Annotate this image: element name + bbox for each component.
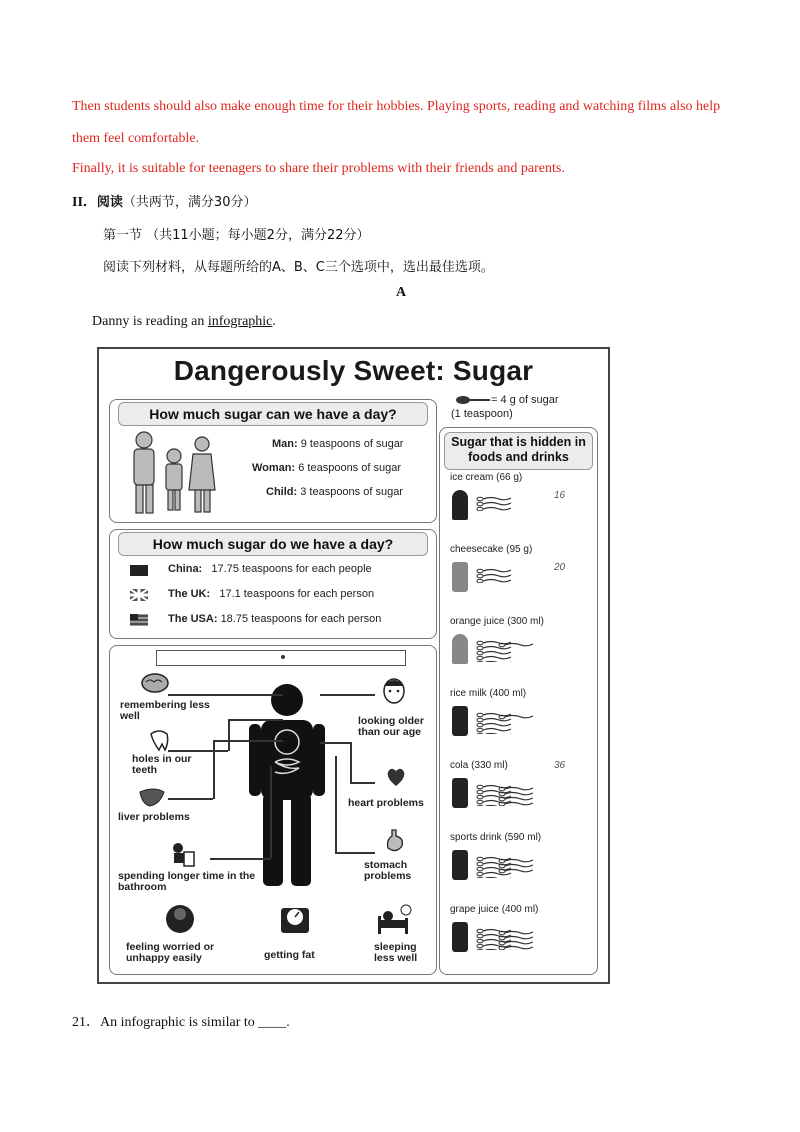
infographic-title: Dangerously Sweet: Sugar <box>173 355 534 386</box>
teaspoon-mark <box>477 949 511 950</box>
intro-prefix: Danny is reading an <box>92 314 208 329</box>
ice-cream-icon <box>452 490 468 520</box>
have-china-label: China: <box>168 563 203 575</box>
teaspoon-mark <box>477 872 511 876</box>
face-icon <box>382 676 406 704</box>
teaspoon-mark <box>477 579 511 583</box>
connector-bathroom-v <box>270 766 272 858</box>
have-uk-label: The UK: <box>168 588 211 600</box>
milk-carton-icon <box>452 706 468 736</box>
have-usa-amount: 18.75 teaspoons for each person <box>220 613 382 625</box>
bed-clock-icon <box>376 904 416 936</box>
teaspoon-row <box>476 782 562 806</box>
teaspoon-mark <box>499 931 533 935</box>
infographic <box>97 347 610 984</box>
connector-stomach-h <box>335 852 375 854</box>
teaspoon-mark <box>499 787 533 791</box>
tooth-icon <box>148 730 170 752</box>
scale-icon <box>280 904 310 934</box>
have-row-china <box>168 563 372 575</box>
teaspoon-row <box>476 566 562 583</box>
have-row-uk <box>168 588 374 600</box>
need-row-woman <box>252 462 401 474</box>
teaspoon-mark <box>477 723 511 727</box>
need-row-child <box>266 486 403 498</box>
connector-heart-h <box>350 782 375 784</box>
section-title: 阅读 <box>96 195 123 210</box>
teaspoon-row <box>476 638 562 662</box>
teaspoon-mark <box>477 805 511 806</box>
teaspoon-mark <box>477 718 511 722</box>
panel-daily-limit-title: How much sugar can we have a day? <box>118 402 428 426</box>
intro-suffix: . <box>272 314 276 329</box>
teaspoon-mark <box>477 569 511 573</box>
teaspoon-mark <box>477 574 511 578</box>
teaspoon-row <box>476 494 562 511</box>
teaspoon-mark <box>477 497 511 501</box>
effect-teeth: holes in our teeth <box>132 753 192 776</box>
teaspoon-mark <box>477 661 511 662</box>
panel-actual-intake-title: How much sugar do we have a day? <box>118 532 428 556</box>
effect-liver: liver problems <box>118 811 190 823</box>
connector-liver-v <box>213 740 215 799</box>
teaspoon-icon <box>455 393 491 407</box>
effect-bathroom: spending longer time in the bathroom <box>118 870 256 893</box>
liver-icon <box>138 786 166 808</box>
passage-label: A <box>396 285 407 300</box>
connector-teeth-h <box>228 719 283 721</box>
have-china-amount: 17.75 teaspoons for each people <box>211 563 372 575</box>
teaspoon-mark <box>477 877 511 878</box>
need-row-man <box>272 438 403 450</box>
have-usa-label: The USA: <box>168 613 218 625</box>
question-21 <box>72 1011 290 1031</box>
connector-teeth <box>168 750 228 752</box>
stomach-icon <box>384 828 406 854</box>
panel-hidden-sugar <box>439 427 598 975</box>
connector-liver <box>168 798 213 800</box>
effect-stomach: stomach problems <box>364 859 412 882</box>
worried-person-icon <box>165 904 195 934</box>
food-name: cheesecake (95 g) <box>450 544 533 555</box>
answer-line-1: Then students should also make enough time for their hobbies. Playing sports, reading and watching films also help <box>72 99 721 114</box>
orange-icon <box>452 634 468 664</box>
teaspoon-note: = 4 g of sugar <box>491 394 559 406</box>
connector-liver-h <box>213 740 283 742</box>
section-number: II． <box>72 195 97 210</box>
effect-memory: remembering less well <box>120 699 210 722</box>
food-name: rice milk (400 ml) <box>450 688 527 699</box>
need-man-amount: 9 teaspoons of sugar <box>300 438 404 450</box>
teaspoon-mark <box>477 728 511 732</box>
teaspoon-mark <box>477 651 511 655</box>
grape-juice-icon <box>452 922 468 952</box>
section-heading <box>72 191 256 211</box>
food-name: orange juice (300 ml) <box>450 616 544 627</box>
toilet-icon <box>168 842 198 868</box>
instruction: 阅读下列材料，从每题所给的A、B、C三个选项中，选出最佳选项。 <box>103 260 494 275</box>
teaspoon-mark <box>499 946 533 950</box>
teaspoon-row <box>476 854 562 878</box>
connector-stomach-v <box>335 756 337 852</box>
connector-face <box>320 694 375 696</box>
food-name: ice cream (66 g) <box>450 472 523 483</box>
brain-icon <box>140 672 170 694</box>
cheesecake-icon <box>452 562 468 592</box>
teaspoon-row <box>476 710 562 734</box>
effect-heart: heart problems <box>348 797 424 809</box>
panel-effects <box>109 645 437 975</box>
teaspoon-mark <box>499 643 533 647</box>
uk-flag-icon <box>130 589 148 601</box>
food-name: grape juice (400 ml) <box>450 904 539 915</box>
teaspoon-mark <box>499 715 533 719</box>
teaspoon-mark <box>477 507 511 511</box>
intro-keyword: infographic <box>207 314 273 329</box>
connector-teeth-v <box>228 719 230 751</box>
usa-flag-icon <box>130 614 148 626</box>
passage-intro <box>92 314 276 330</box>
blank-dot <box>281 655 285 659</box>
need-child-amount: 3 teaspoons of sugar <box>300 486 403 498</box>
teaspoon-mark <box>477 656 511 660</box>
question-text: An infographic is similar to ____. <box>100 1015 290 1030</box>
teaspoon-mark <box>499 802 533 806</box>
section-note: （共两节，满分30分） <box>122 195 257 210</box>
connector-brain <box>168 694 283 696</box>
food-name: cola (330 ml) <box>450 760 508 771</box>
effect-sleeping: sleeping less well <box>374 941 418 964</box>
teaspoon-mark <box>499 936 533 940</box>
teaspoon-mark <box>499 941 533 945</box>
teaspoon-row <box>476 926 562 950</box>
need-woman-label: Woman: <box>252 462 296 474</box>
effect-worried: feeling worried or unhappy easily <box>126 941 215 964</box>
have-row-usa <box>168 613 381 625</box>
have-uk-amount: 17.1 teaspoons for each person <box>219 588 375 600</box>
family-icon <box>124 430 224 516</box>
teaspoon-mark <box>477 502 511 506</box>
handwritten-note: 16 <box>554 490 566 501</box>
teaspoon-mark <box>499 864 533 868</box>
effect-older: looking older than our age <box>358 715 424 738</box>
connector-bathroom-h <box>210 858 271 860</box>
handwritten-note: 36 <box>554 760 566 771</box>
need-child-label: Child: <box>266 486 298 498</box>
teaspoon-mark <box>499 869 533 873</box>
connector-heart-v <box>350 742 352 782</box>
teaspoon-mark <box>477 646 511 650</box>
panel-actual-intake <box>109 529 437 639</box>
need-woman-amount: 6 teaspoons of sugar <box>298 462 401 474</box>
need-man-label: Man: <box>272 438 298 450</box>
hidden-sugar-title: Sugar that is hidden in foods and drinks <box>444 432 593 470</box>
cola-bottle-icon <box>452 778 468 808</box>
teaspoon-unit: (1 teaspoon) <box>451 408 513 420</box>
question-number: 21． <box>72 1015 100 1030</box>
food-name: sports drink (590 ml) <box>450 832 542 843</box>
teaspoon-mark <box>499 792 533 796</box>
heart-icon <box>386 766 406 788</box>
effect-fat: getting fat <box>264 949 315 961</box>
handwritten-note: 20 <box>554 562 566 573</box>
teaspoon-mark <box>477 733 511 734</box>
sports-drink-icon <box>452 850 468 880</box>
china-flag-icon <box>130 565 148 576</box>
answer-line-3: Finally, it is suitable for teenagers to share their problems with their friends and parents. <box>72 161 565 176</box>
panel-daily-limit <box>109 399 437 523</box>
part-heading: 第一节 （共11小题；每小题2分，满分22分） <box>103 228 370 243</box>
teaspoon-mark <box>499 797 533 801</box>
teaspoon-mark <box>499 859 533 863</box>
answer-line-2: them feel comfortable. <box>72 131 200 146</box>
connector-heart <box>320 742 350 744</box>
